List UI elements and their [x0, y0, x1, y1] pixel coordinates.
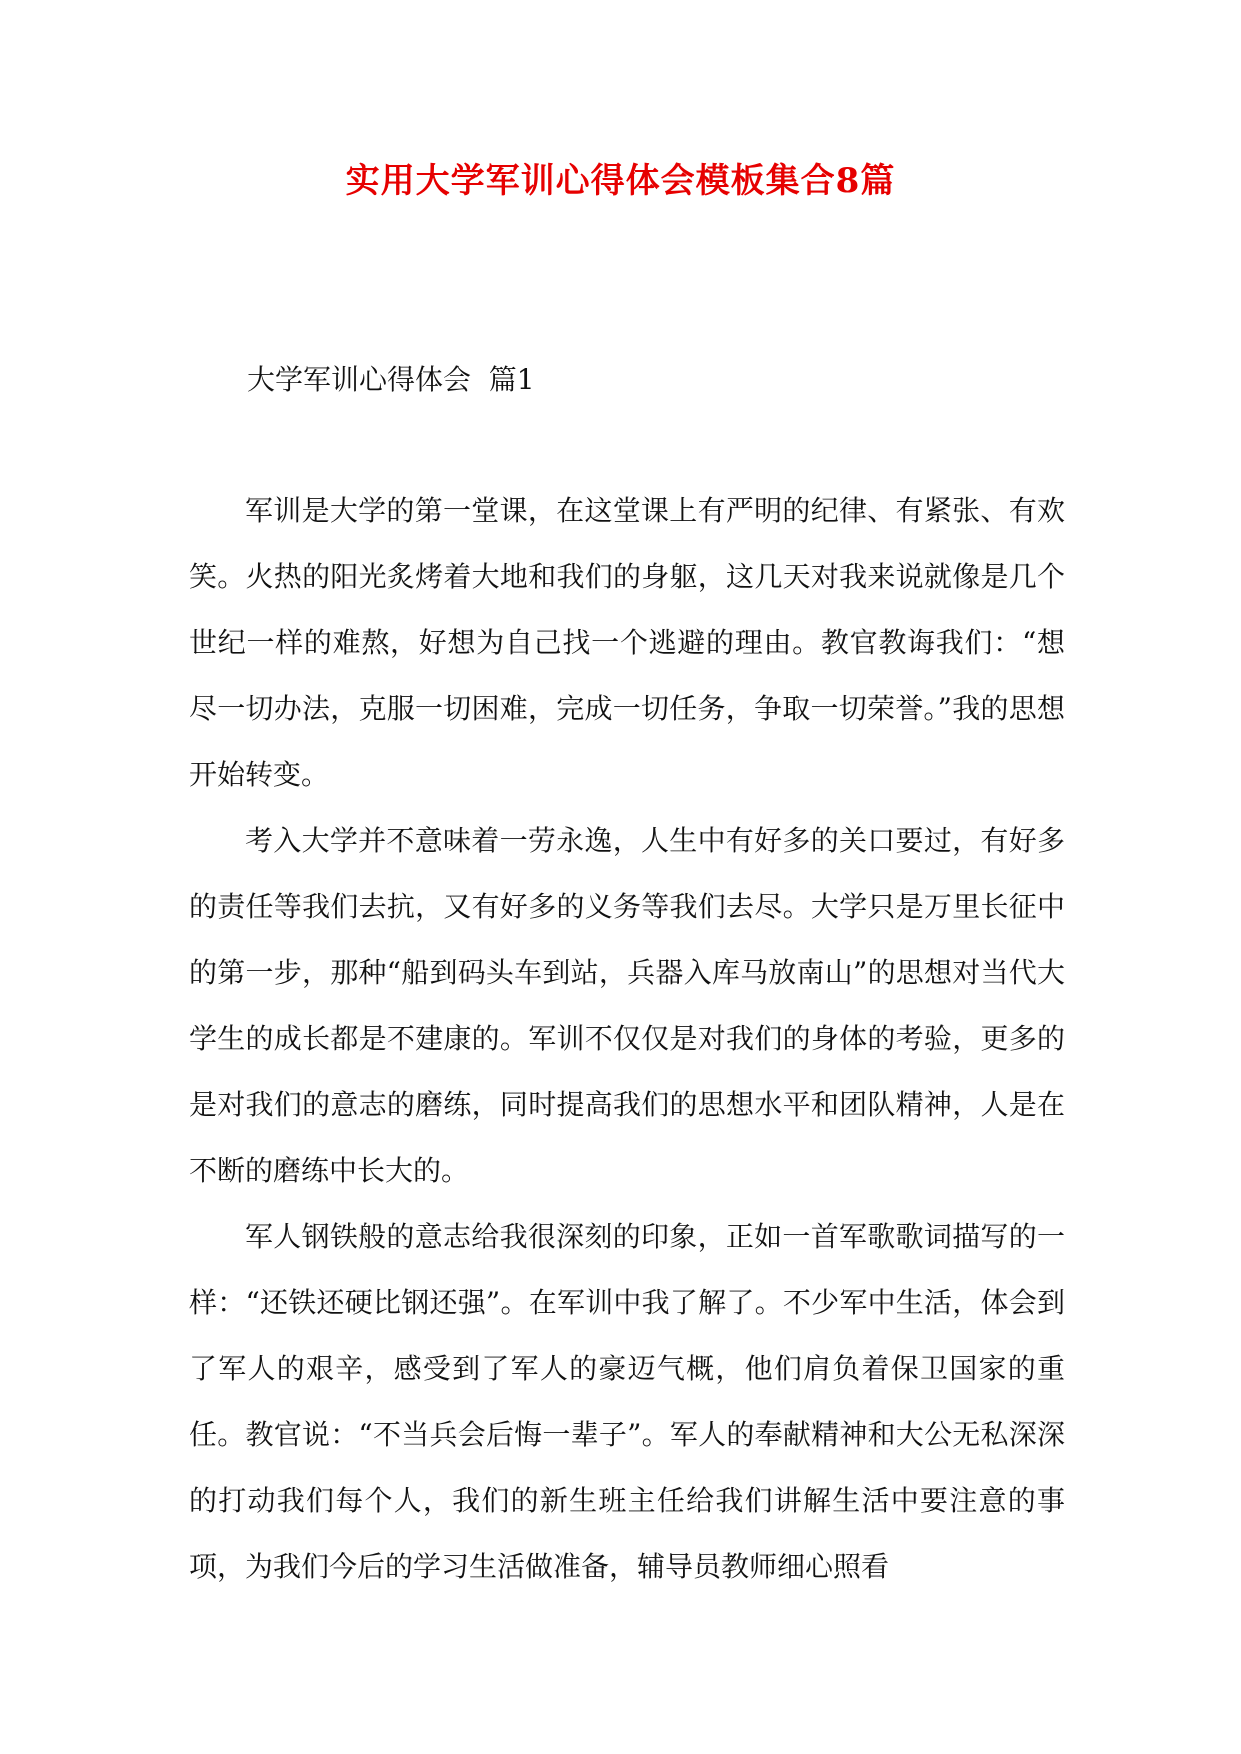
- section-heading: 大学军训心得体会 篇1: [247, 363, 535, 396]
- paragraph: 考入大学并不意味着一劳永逸，人生中有好多的关口要过，有好多的责任等我们去抗，又有好多的义务等我们去尽。大学只是万里长征中的第一步，那种“船到码头车到站，兵器入库马放南山”的思想对当代大学生的成长都是不建康的。军训不仅仅是对我们的身体的考验，更多的是对我们的意志的磨练，同时提高我们的思想水平和团队精神，人是在不断的磨练中长大的。: [189, 824, 1065, 1187]
- paragraph: 军训是大学的第一堂课，在这堂课上有严明的纪律、有紧张、有欢笑。火热的阳光炙烤着大地和我们的身躯，这几天对我来说就像是几个世纪一样的难熬，好想为自己找一个逃避的理由。教官教诲我们：“想尽一切办法，克服一切困难，完成一切任务，争取一切荣誉。”我的思想开始转变。: [189, 494, 1065, 791]
- document-title: 实用大学军训心得体会模板集合8篇: [345, 161, 896, 201]
- body-text: [189, 478, 1065, 1600]
- paragraph: 军人钢铁般的意志给我很深刻的印象，正如一首军歌歌词描写的一样：“还铁还硬比钢还强”。在军训中我了解了。不少军中生活，体会到了军人的艰辛，感受到了军人的豪迈气概，他们肩负着保卫国家的重任。教官说：“不当兵会后悔一辈子”。军人的奉献精神和大公无私深深的打动我们每个人，我们的新生班主任给我们讲解生活中要注意的事项，为我们今后的学习生活做准备，辅导员教师细心照看: [189, 1220, 1065, 1583]
